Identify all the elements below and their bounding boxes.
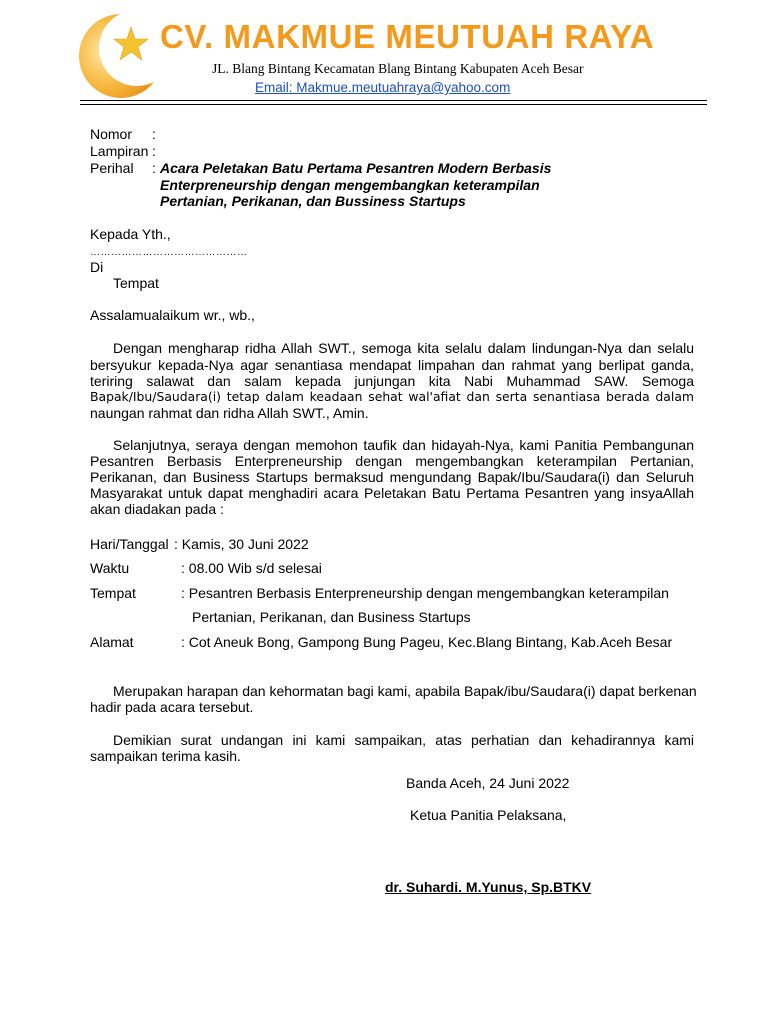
paragraph-line: Dengan mengharap ridha Allah SWT., semoga kita selalu dalam lindungan-Nya dan selalu [113,340,694,356]
signatory-name: dr. Suhardi. M.Yunus, Sp.BTKV [385,879,592,895]
signatory-role: Ketua Panitia Pelaksana, [410,807,567,823]
paragraph-line: akan diadakan pada : [90,501,224,517]
lampiran-separator: : [152,143,156,159]
company-address: JL. Blang Bintang Kecamatan Blang Bintang Kabupaten Aceh Besar [212,61,584,76]
paragraph-line: Pesantren Berbasis Enterpreneurship dengan mengembangkan keterampilan Pertanian, [90,453,694,469]
perihal-line: Pertanian, Perikanan, dan Bussiness Startups [160,193,466,209]
paragraph-line: naungan rahmat dan ridha Allah SWT., Amin. [90,405,369,421]
event-address-value: : Cot Aneuk Bong, Gampong Bung Pageu, Kec.Blang Bintang, Kab.Aceh Besar [181,634,673,650]
letterhead-divider [80,100,707,101]
perihal-line: Acara Peletakan Batu Pertama Pesantren Modern Berbasis [160,160,552,176]
event-date-label: Hari/Tanggal [90,536,169,552]
recipient-place: Tempat [113,275,159,291]
event-place-value-cont: Pertanian, Perikanan, dan Business Startups [192,609,471,625]
event-address-label: Alamat [90,634,134,650]
paragraph-line: Bapak/Ibu/Saudara(i) tetap dalam keadaan sehat wal'afiat dan serta senantiasa berada dalam [90,389,694,404]
nomor-label: Nomor [90,126,133,142]
event-time-label: Waktu [90,560,130,576]
place-date: Banda Aceh, 24 Juni 2022 [406,775,570,791]
event-place-value: : Pesantren Berbasis Enterpreneurship dengan mengembangkan keterampilan [181,585,669,601]
recipient-name-placeholder: ……………………………………… [90,247,248,258]
event-time-value: : 08.00 Wib s/d selesai [181,560,322,576]
paragraph-line: Perikanan, dan Business Startups bermaksud mengundang Bapak/Ibu/Saudara(i) dan Seluruh [90,469,694,485]
letterhead-divider-thin [80,104,707,105]
paragraph-line: sampaikan terima kasih. [90,748,241,764]
paragraph-line: Demikian surat undangan ini kami sampaikan, atas perhatian dan kehadirannya kami [113,732,694,748]
recipient-di: Di [90,259,104,275]
perihal-label: Perihal [90,160,134,176]
nomor-separator: : [152,126,156,142]
paragraph-line: Masyarakat untuk dapat menghadiri acara Peletakan Batu Pertama Pesantren yang insyaAllah [90,485,694,501]
recipient-greeting: Kepada Yth., [90,226,171,242]
salutation: Assalamualaikum wr., wb., [90,307,255,323]
perihal-line: Enterpreneurship dengan mengembangkan keterampilan [160,177,540,193]
crescent-star-icon [68,8,160,100]
company-email-link[interactable]: Email: Makmue.meutuahraya@yahoo.com [255,80,511,95]
lampiran-label: Lampiran [90,143,149,159]
perihal-separator: : [152,160,156,176]
event-place-label: Tempat [90,585,136,601]
paragraph-line: teriring salawat dan salam kepada junjungan kita Nabi Muhammad SAW. Semoga [90,373,694,389]
paragraph-line: Selanjutnya, seraya dengan memohon taufik dan hidayah-Nya, kami Panitia Pembangunan [113,437,694,453]
company-name: CV. MAKMUE MEUTUAH RAYA [160,18,655,55]
paragraph-line: bersyukur kepada-Nya agar senantiasa mendapat limpahan dan rahmat yang berlipat ganda, [90,357,694,373]
paragraph-line: Merupakan harapan dan kehormatan bagi kami, apabila Bapak/ibu/Saudara(i) dapat berkenan [113,683,697,699]
paragraph-line: hadir pada acara tersebut. [90,699,254,715]
event-date-value: : Kamis, 30 Juni 2022 [174,536,309,552]
